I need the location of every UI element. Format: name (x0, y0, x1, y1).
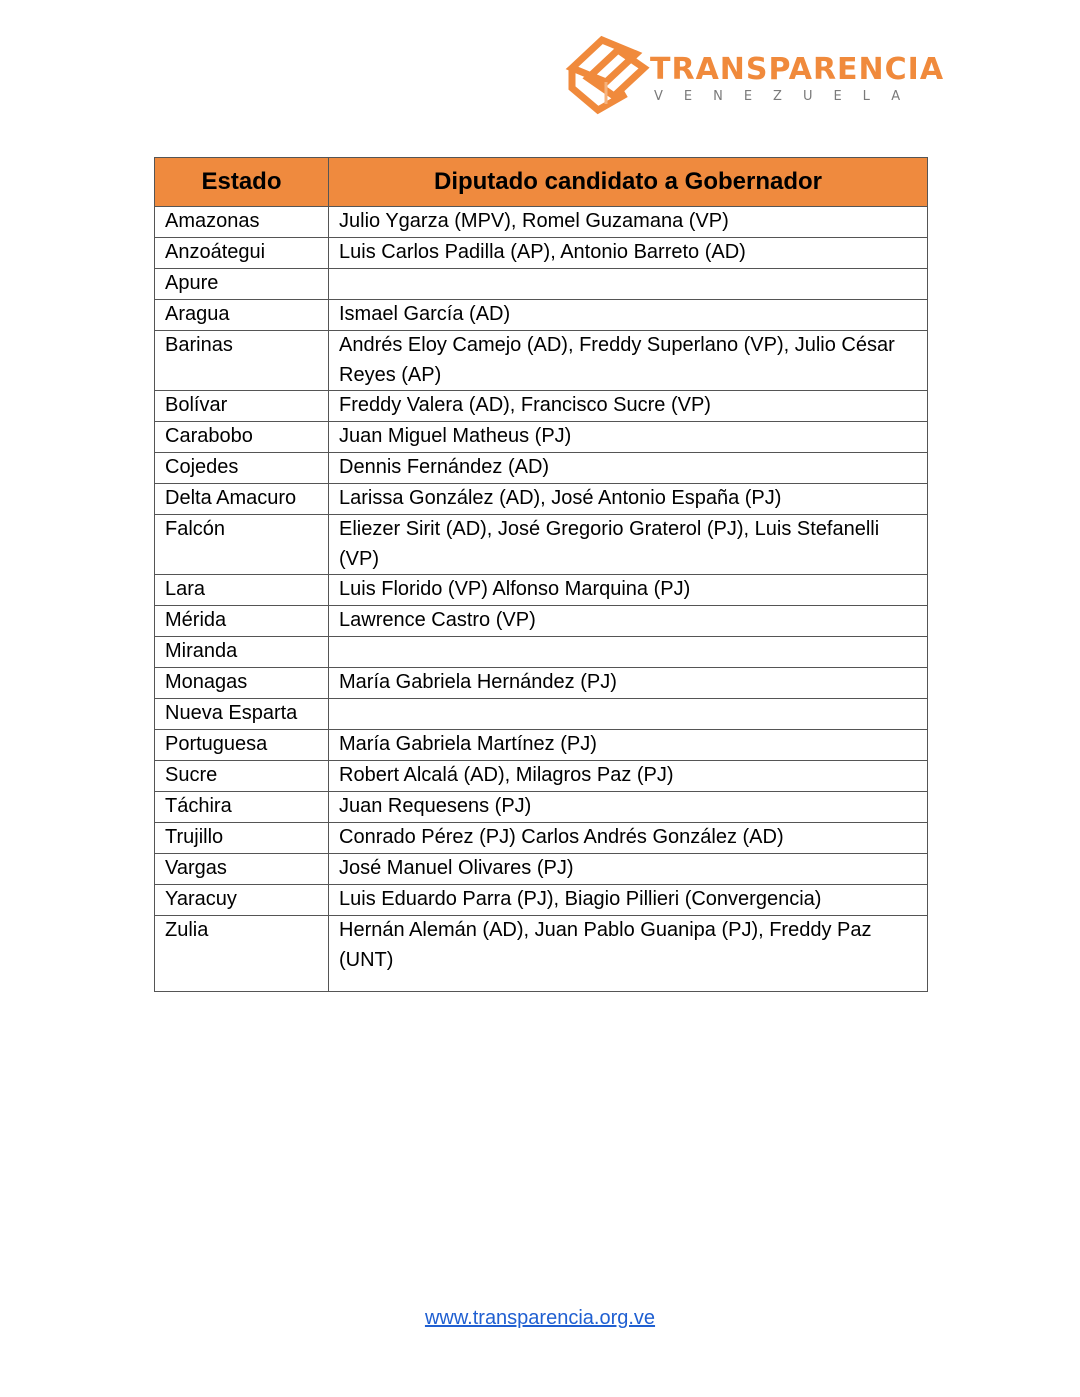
footer (0, 1307, 1080, 1330)
table-row (155, 300, 928, 331)
estado-cell: Táchira (155, 792, 329, 823)
table-row (155, 331, 928, 391)
logo-brand-text: TRANSPARENCIA (650, 52, 945, 87)
table-row (155, 699, 928, 730)
logo-subtitle: VENEZUELA (654, 89, 922, 104)
estado-cell: Trujillo (155, 823, 329, 854)
table-row (155, 207, 928, 238)
table-row (155, 668, 928, 699)
table-row (155, 515, 928, 575)
table-row (155, 730, 928, 761)
table-row (155, 238, 928, 269)
estado-cell: Nueva Esparta (155, 699, 329, 730)
column-header-estado: Estado (155, 158, 329, 207)
estado-cell: Apure (155, 269, 329, 300)
candidato-cell: Juan Miguel Matheus (PJ) (329, 422, 928, 453)
estado-cell: Yaracuy (155, 885, 329, 916)
candidato-cell (329, 269, 928, 300)
table-row (155, 885, 928, 916)
candidates-table (154, 157, 928, 992)
table-row (155, 854, 928, 885)
candidato-cell: Ismael García (AD) (329, 300, 928, 331)
candidato-cell (329, 637, 928, 668)
table-row (155, 792, 928, 823)
candidato-cell: Freddy Valera (AD), Francisco Sucre (VP) (329, 391, 928, 422)
candidato-cell: Dennis Fernández (AD) (329, 453, 928, 484)
website-link[interactable]: www.transparencia.org.ve (424, 1307, 656, 1329)
candidato-cell: José Manuel Olivares (PJ) (329, 854, 928, 885)
estado-cell: Vargas (155, 854, 329, 885)
table-header-row (155, 158, 928, 207)
table-row (155, 484, 928, 515)
estado-cell: Amazonas (155, 207, 329, 238)
estado-cell: Mérida (155, 606, 329, 637)
column-header-diputado: Diputado candidato a Gobernador (329, 158, 928, 207)
table-row (155, 606, 928, 637)
estado-cell: Falcón (155, 515, 329, 575)
table-row (155, 422, 928, 453)
table-row (155, 269, 928, 300)
estado-cell: Delta Amacuro (155, 484, 329, 515)
estado-cell: Sucre (155, 761, 329, 792)
estado-cell: Cojedes (155, 453, 329, 484)
estado-cell: Bolívar (155, 391, 329, 422)
candidato-cell: Larissa González (AD), José Antonio España (PJ) (329, 484, 928, 515)
candidato-cell: Robert Alcalá (AD), Milagros Paz (PJ) (329, 761, 928, 792)
table-body (155, 207, 928, 992)
table-row (155, 761, 928, 792)
table-row (155, 823, 928, 854)
estado-cell: Anzoátegui (155, 238, 329, 269)
table-row (155, 391, 928, 422)
candidato-cell: Hernán Alemán (AD), Juan Pablo Guanipa (PJ), Freddy Paz (UNT) (329, 916, 928, 992)
candidato-cell: Lawrence Castro (VP) (329, 606, 928, 637)
candidato-cell: María Gabriela Martínez (PJ) (329, 730, 928, 761)
estado-cell: Miranda (155, 637, 329, 668)
candidato-cell: Julio Ygarza (MPV), Romel Guzamana (VP) (329, 207, 928, 238)
candidato-cell: Luis Florido (VP) Alfonso Marquina (PJ) (329, 575, 928, 606)
estado-cell: Monagas (155, 668, 329, 699)
candidato-cell: Andrés Eloy Camejo (AD), Freddy Superlano (VP), Julio César Reyes (AP) (329, 331, 928, 391)
cube-logo-icon (558, 32, 650, 118)
table-row (155, 575, 928, 606)
table-row (155, 637, 928, 668)
estado-cell: Carabobo (155, 422, 329, 453)
candidato-cell: Juan Requesens (PJ) (329, 792, 928, 823)
candidato-cell: Eliezer Sirit (AD), José Gregorio Graterol (PJ), Luis Stefanelli (VP) (329, 515, 928, 575)
candidato-cell (329, 699, 928, 730)
estado-cell: Barinas (155, 331, 329, 391)
candidato-cell: Conrado Pérez (PJ) Carlos Andrés González (AD) (329, 823, 928, 854)
estado-cell: Zulia (155, 916, 329, 992)
transparencia-logo (558, 32, 945, 118)
estado-cell: Portuguesa (155, 730, 329, 761)
candidato-cell: Luis Eduardo Parra (PJ), Biagio Pillieri (Convergencia) (329, 885, 928, 916)
candidato-cell: María Gabriela Hernández (PJ) (329, 668, 928, 699)
table-row (155, 916, 928, 992)
estado-cell: Lara (155, 575, 329, 606)
candidato-cell: Luis Carlos Padilla (AP), Antonio Barreto (AD) (329, 238, 928, 269)
table-row (155, 453, 928, 484)
estado-cell: Aragua (155, 300, 329, 331)
